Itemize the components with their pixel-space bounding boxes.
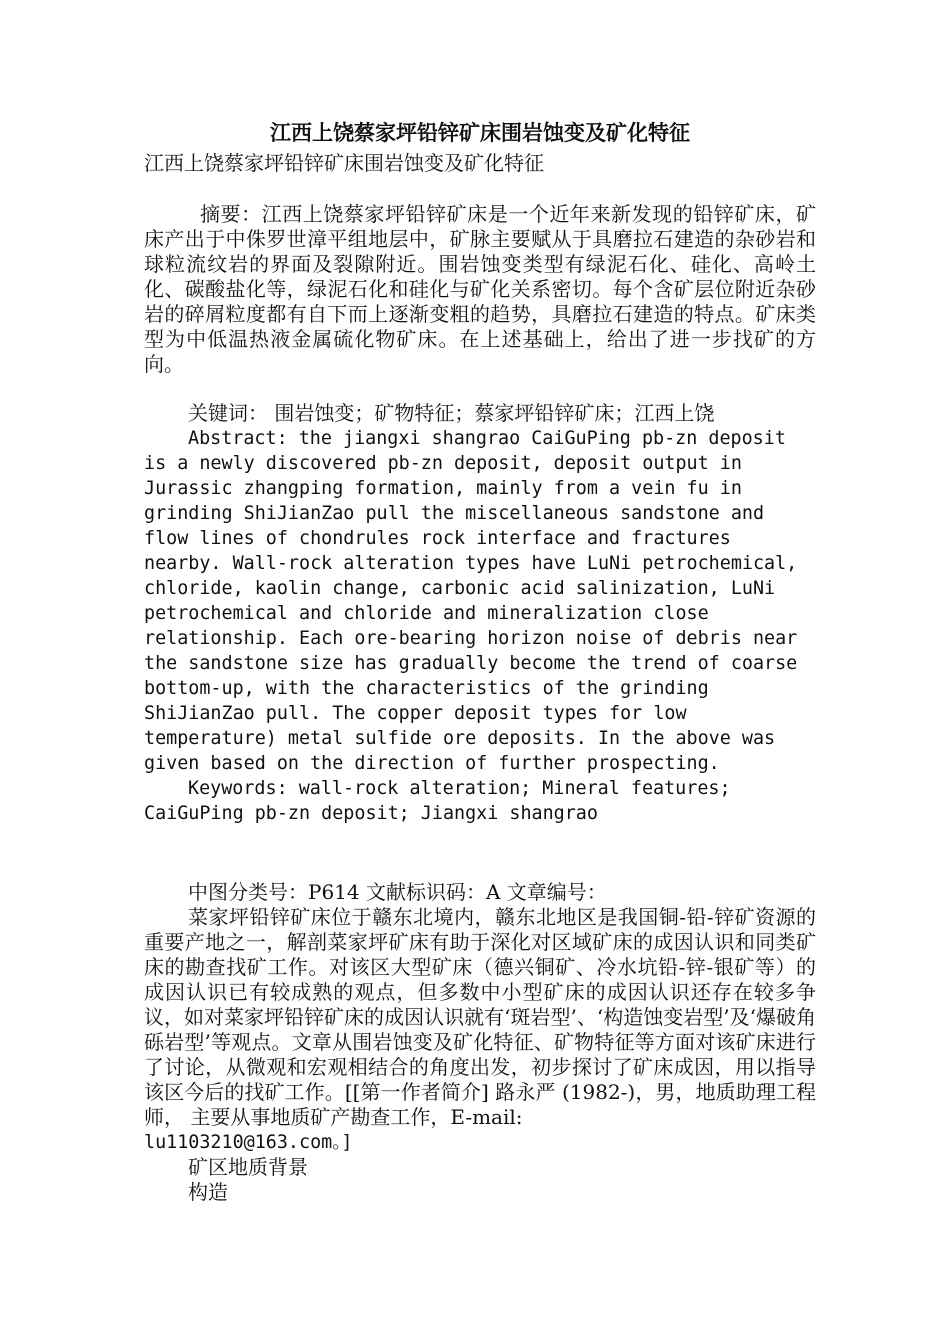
document-page (144, 118, 816, 1205)
english-abstract-line: given based on the direction of further prospecting. (144, 753, 720, 774)
english-abstract-line: chloride, kaolin change, carbonic acid salinization, LuNi (144, 578, 776, 599)
english-abstract-line: petrochemical and chloride and mineralization close (144, 603, 709, 624)
english-abstract-line: flow lines of chondrules rock interface and fractures (144, 528, 731, 549)
english-keywords-line: Keywords: wall-rock alteration; Mineral features; (188, 778, 731, 799)
introduction-paragraph: 菜家坪铅锌矿床位于赣东北境内，赣东北地区是我国铜-铅-锌矿资源的重要产地之一，解剖菜家坪矿床有助于深化对区域矿床的成因认识和同类矿床的勘查找矿工作。对该区大型矿床（德兴铜矿、冷水坑铅-锌-银矿等）的成因认识已有较成熟的观点，但多数中小型矿床的成因认识还存在较多争议，如对菜家坪铅锌矿床的成因认识就有‘斑岩型’、‘构造蚀变岩型’及‘爆破角砾岩型’等观点。文章从围岩蚀变及矿化特征、矿物特征等方面对该矿床进行了讨论，从微观和宏观相结合的角度出发，初步探讨了矿床成因，用以指导该区今后的找矿工作。[[第一作者简介] 路永严 (1982-)，男，地质助理工程师， 主要从事地质矿产勘查工作，E-mail: (144, 905, 816, 1129)
english-abstract-line: ShiJianZao pull. The copper deposit types for low (144, 703, 687, 724)
english-abstract-line: nearby. Wall-rock alteration types have LuNi petrochemical, (144, 553, 798, 574)
english-abstract-line: the sandstone size has gradually become the trend of coarse (144, 653, 798, 674)
english-keywords-line: CaiGuPing pb-zn deposit; Jiangxi shangrao (144, 803, 598, 824)
subsection-heading: 构造 (188, 1180, 228, 1204)
chinese-keywords: 关键词： 围岩蚀变；矿物特征；蔡家坪铅锌矿床；江西上饶 (188, 401, 715, 425)
english-abstract (144, 426, 816, 826)
spacer (144, 377, 816, 401)
spacer (144, 826, 816, 880)
english-abstract-line: is a newly discovered pb-zn deposit, deposit output in (144, 453, 742, 474)
english-abstract-line: Jurassic zhangping formation, mainly from a vein fu in (144, 478, 742, 499)
email-line: lu1103210@163.com。] (144, 1132, 353, 1153)
document-title: 江西上饶蔡家坪铅锌矿床围岩蚀变及矿化特征 (270, 120, 690, 145)
english-abstract-line: temperature) metal sulfide ore deposits. In the above was (144, 728, 776, 749)
classification-line: 中图分类号：P614 文献标识码：A 文章编号： (188, 880, 607, 904)
document-subtitle: 江西上饶蔡家坪铅锌矿床围岩蚀变及矿化特征 (144, 151, 544, 175)
section-heading: 矿区地质背景 (188, 1155, 308, 1179)
spacer (144, 176, 816, 202)
english-abstract-line: Abstract: the jiangxi shangrao CaiGuPing pb-zn deposit (188, 428, 786, 449)
english-abstract-line: bottom-up, with the characteristics of the grinding (144, 678, 709, 699)
english-abstract-line: grinding ShiJianZao pull the miscellaneous sandstone and (144, 503, 765, 524)
chinese-abstract: 摘要：江西上饶蔡家坪铅锌矿床是一个近年来新发现的铅锌矿床，矿床产出于中侏罗世漳平组地层中，矿脉主要赋从于具磨拉石建造的杂砂岩和球粒流纹岩的界面及裂隙附近。围岩蚀变类型有绿泥石化、硅化、高岭土化、碳酸盐化等，绿泥石化和硅化与矿化关系密切。每个含矿层位附近杂砂岩的碎屑粒度都有自下而上逐渐变粗的趋势，具磨拉石建造的特点。矿床类型为中低温热液金属硫化物矿床。在上述基础上，给出了进一步找矿的方向。 (144, 202, 816, 376)
english-abstract-line: relationship. Each ore-bearing horizon noise of debris near (144, 628, 798, 649)
